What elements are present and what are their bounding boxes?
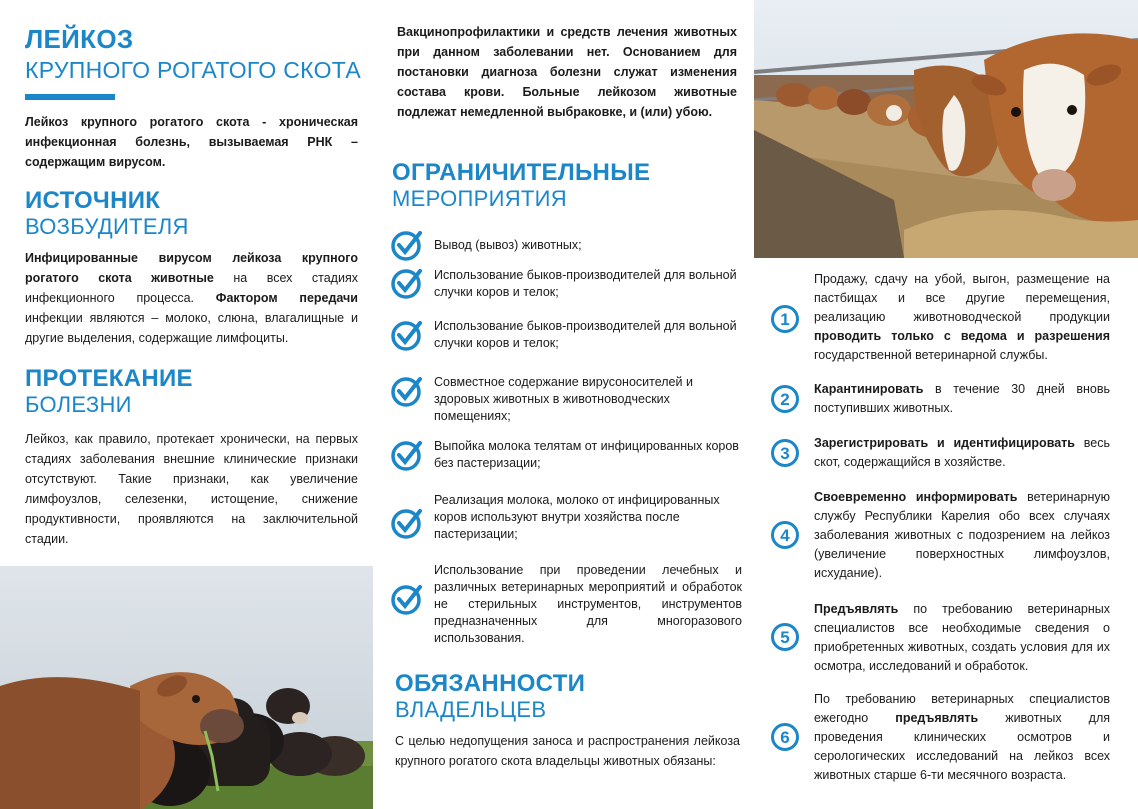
number-label: 2 (780, 390, 790, 409)
source-bold-1: Инфицированные вирусом лейкоза крупного рогатого скота животные (25, 251, 358, 285)
list-item (770, 690, 1122, 785)
list-item (390, 562, 742, 647)
duties-paragraph: С целью недопущения заноса и распространения лейкоза крупного рогатого скота владельцы животных обязаны: (395, 734, 740, 768)
list-item (390, 318, 742, 352)
obligation-text (814, 488, 1110, 583)
course-heading (25, 366, 193, 417)
list-item (770, 434, 1122, 472)
obligation-bold: предъявлять (895, 711, 979, 725)
obligation-post: весь скот, содержащийся в хозяйстве. (814, 436, 1110, 469)
number-circle-icon (770, 384, 800, 414)
intro-paragraph: Лейкоз крупного рогатого скота - хроническая инфекционная болезнь, вызываемая РНК – содержащим вирусом. (25, 115, 358, 169)
course-heading-light: БОЛЕЗНИ (25, 392, 132, 417)
right-column (754, 0, 1138, 809)
list-item-text: Совместное содержание вирусоносителей и здоровых животных в животноводческих помещениях; (434, 375, 693, 423)
list-item-text: Использование быков-производителей для вольной случки коров и телок; (434, 268, 737, 299)
duties-heading-light: ВЛАДЕЛЬЦЕВ (395, 697, 547, 722)
obligation-bold: Карантинировать (814, 382, 924, 396)
source-text-1: на всех стадиях инфекционного процесса. (25, 271, 358, 305)
obligation-post: ветеринарную службу Республики Карелия обо всех случаях заболевания животных с подозрением на лейкоз (увеличение поверхностных лимфоузлов, исхудание). (814, 490, 1110, 580)
list-item (770, 380, 1122, 418)
main-subtitle: КРУПНОГО РОГАТОГО СКОТА (25, 57, 362, 83)
obligation-text (814, 600, 1110, 676)
vaccination-paragraph: Вакцинопрофилактики и средств лечения животных при данном заболевании нет. Основанием для постановки диагноза болезни служат изменения состава крови. Больные лейкозом животные подлежат немедленной выбраковке, и (или) убою. (397, 25, 737, 119)
number-circle-icon (770, 304, 800, 334)
list-item-text: Использование быков-производителей для вольной случки коров и телок; (434, 319, 737, 350)
number-circle-icon (770, 520, 800, 550)
obligation-post: по требованию ветеринарных специалистов все необходимые сведения о приобретенных животных, создать условия для их осмотра, исследований и обработок. (814, 602, 1110, 673)
obligation-text (814, 690, 1110, 785)
number-label: 6 (780, 728, 790, 747)
obligation-bold: проводить только с ведома и разрешения (814, 329, 1110, 343)
cows-pasture-photo (0, 566, 373, 809)
restrictions-heading (392, 160, 650, 211)
list-item-text: Выпойка молока телятам от инфицированных коров без пастеризации; (434, 439, 739, 470)
list-item (770, 270, 1122, 365)
source-bold-2: Фактором передачи (215, 291, 358, 305)
list-item-text: Реализация молока, молоко от инфицированных коров используют внутри хозяйства после пастеризации; (434, 493, 720, 541)
check-circle-icon (390, 374, 424, 408)
list-item (390, 438, 742, 472)
obligation-post: государственной ветеринарной службы. (814, 348, 1048, 362)
course-paragraph: Лейкоз, как правило, протекает хронически, на первых стадиях заболевания внешние клинические признаки отсутствуют. Такие признаки, как увеличение лимфоузлов, селезенки, истощение, снижение продуктивности, проявляются на заключительной стадии. (25, 432, 358, 546)
list-item-text: Вывод (вывоз) животных; (434, 238, 582, 252)
obligation-bold: Зарегистрировать и идентифицировать (814, 436, 1075, 450)
check-circle-icon (390, 582, 424, 616)
duties-heading-strong: ОБЯЗАННОСТИ (395, 670, 586, 697)
number-circle-icon (770, 438, 800, 468)
list-item (390, 492, 742, 543)
check-circle-icon (390, 438, 424, 472)
source-paragraph (25, 248, 358, 348)
number-label: 3 (780, 444, 790, 463)
list-item (390, 228, 742, 262)
obligation-post: в течение 30 дней вновь поступивших животных. (814, 382, 1110, 415)
source-heading-light: ВОЗБУДИТЕЛЯ (25, 214, 189, 239)
course-heading-strong: ПРОТЕКАНИЕ (25, 365, 193, 392)
check-circle-icon (390, 228, 424, 262)
obligation-text (814, 270, 1110, 365)
restrictions-heading-light: МЕРОПРИЯТИЯ (392, 186, 567, 211)
obligation-pre: По требованию ветеринарных специалистов ежегодно (814, 692, 1110, 725)
title-underline (25, 94, 115, 100)
number-circle-icon (770, 622, 800, 652)
obligation-pre: Продажу, сдачу на убой, выгон, размещение на пастбищах и все другие перемещения, реализацию животноводческой продукции (814, 272, 1110, 324)
cows-feeding-illustration (754, 0, 1138, 258)
list-item (770, 600, 1122, 676)
list-item (770, 488, 1122, 583)
obligation-text (814, 380, 1110, 418)
list-item (390, 374, 742, 425)
middle-column (378, 0, 754, 809)
list-item (390, 266, 742, 301)
cows-feeding-photo (754, 0, 1138, 258)
title-block (25, 24, 365, 84)
obligation-bold: Предъявлять (814, 602, 899, 616)
check-circle-icon (390, 266, 424, 300)
number-label: 5 (780, 628, 790, 647)
obligation-bold: Своевременно информировать (814, 490, 1018, 504)
restrictions-heading-strong: ОГРАНИЧИТЕЛЬНЫЕ (392, 159, 651, 186)
source-heading (25, 188, 189, 239)
list-item-text: Использование при проведении лечебных и различных ветеринарных мероприятий и обработок не стерильных инструментов, инструментов предназначенных для многоразового использования. (434, 563, 742, 645)
number-circle-icon (770, 722, 800, 752)
number-label: 1 (780, 310, 790, 329)
cows-pasture-illustration (0, 566, 373, 809)
left-column (0, 0, 378, 809)
source-text-2: инфекции являются – молоко, слюна, влагалищные и другие выделения, содержащие лимфоциты. (25, 311, 358, 345)
duties-heading (395, 671, 585, 722)
main-title: ЛЕЙКОЗ (25, 24, 134, 54)
check-circle-icon (390, 506, 424, 540)
check-circle-icon (390, 318, 424, 352)
number-label: 4 (780, 526, 790, 545)
obligation-post: животных для проведения клинических осмотров и серологических исследований на лейкоз всех животных старше 6-ти месячного возраста. (814, 711, 1111, 782)
source-heading-strong: ИСТОЧНИК (25, 187, 161, 214)
obligation-text (814, 434, 1110, 472)
